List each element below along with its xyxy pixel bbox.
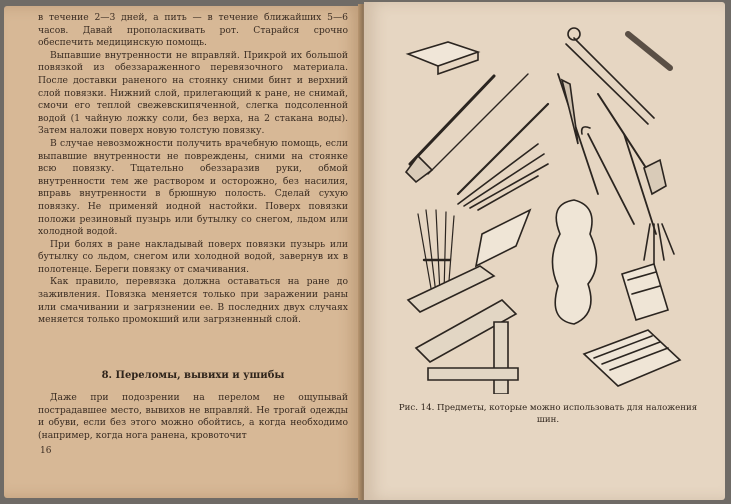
tongs-icon — [566, 28, 670, 124]
section-body — [38, 392, 348, 442]
paragraph: В случае невозможности получить врачебную помощь, если выпавшие внутренности не повреждены, сними на стоянке всю повязку. Тщательно обеззаразив руки, обмой внутренности тем же раствором и осторожно, без насилия, вправь внутренности в брюшную полость. Сделай сухую повязку. Не применяй иодной настойки. Поверх повязки положи резиновый пузырь или бутылку со снегом, льдом или холодной водой. — [38, 137, 348, 238]
paragraph: в течение 2—3 дней, а пить — в течение ближайших 5—6 часов. Давай прополаскивать рот. Старайся срочно обеспечить медицинскую помощь. — [38, 12, 348, 49]
broom-icon — [624, 134, 674, 264]
paragraph: Даже при подозрении на перелом не ощупывай пострадавшее место, вывихов не вправляй. Не трогай одежды и обуви, если без этого можно обойтись, а когда необходимо (например, когда нога ранена, кровоточит — [38, 392, 348, 441]
saber-icon — [428, 74, 528, 174]
book-icon — [408, 42, 478, 74]
splint-items-illustration — [398, 24, 698, 394]
paragraph: Как правило, перевязка должна оставаться на ране до заживления. Повязка меняется только при заражении раны или смачивании и загрязнении ее. В последних двух случаях меняется только промокший или загрязненный слой. — [38, 276, 348, 326]
bark-icon — [476, 210, 530, 266]
page-number: 16 — [40, 446, 52, 456]
umbrella-icon — [558, 74, 598, 194]
sack-icon — [552, 200, 596, 324]
left-page — [4, 6, 362, 498]
left-page-body — [38, 12, 348, 327]
planks-icon — [408, 266, 518, 394]
paragraph: Выпавшие внутренности не вправляй. Прикрой их большой повязкой из обеззараженного перевязочного материала. После доставки раненого на стоянку сними бинт и верхний слой повязки. Нижний слой, прилегающий к ране, не снимай, смочи его теплой свежевскипяченной, слегка подсоленной водой (1 чайную ложку соли, без верха, на 2 стакана воды). Затем наложи поверх новую толстую повязку. — [38, 49, 348, 137]
paragraph: При болях в ране накладывай поверх повязки пузырь или бутылку со льдом, снегом или холодной водой, завернув их в полотенце. Береги повязку от смачивания. — [38, 238, 348, 275]
figure-caption: Рис. 14. Предметы, которые можно использовать для наложения шин. — [398, 403, 698, 425]
section-heading: 8. Переломы, вывихи и ушибы — [101, 370, 285, 381]
cane-icon — [588, 134, 634, 224]
branches-icon — [458, 144, 548, 210]
newspaper-icon — [584, 330, 680, 386]
journal-icon — [622, 264, 668, 320]
